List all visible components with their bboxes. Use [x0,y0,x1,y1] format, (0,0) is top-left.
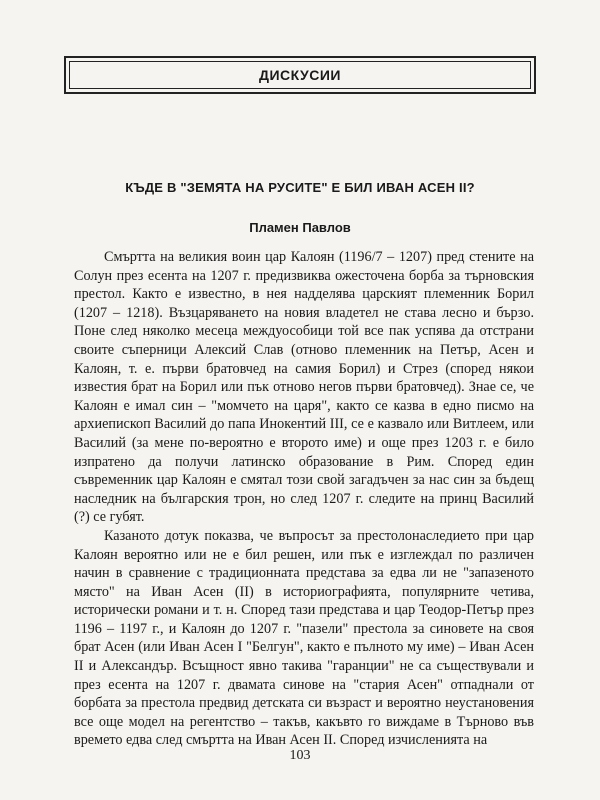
paragraph: Смъртта на великия воин цар Калоян (1196/7 – 1207) пред стените на Солун през есента на 1207 г. предизвиква ожесточена борба за търновския престол. Както е известно, в нея надделява царският племенник Борил (1207 – 1218). Възцаряването на новия владетел не става лесно и бързо. Поне след няколко месеца междуособици той все пак успява да отстрани своите съперници Алексий Слав (отново племенник на Петър, Асен и Калоян, т. е. първи братовчед на самия Борил) и Стрез (според някои известия брат на Борил или пък отново негов първи братовчед). Знае се, че Калоян е имал син – "момчето на царя", както се казва в едно писмо на архиепископ Василий до папа Инокентий III, се е казвало или Витлеем, или Василий (за мене по-вероятно е второто име) и още през 1203 г. е било изпратено да получи латинско образование в Рим. Според един съвременник цар Калоян е смятал този свой загадъчен за нас син за бъдещ наследник на българския трон, но след 1207 г. следите на принц Василий (?) се губят. [74,249,534,526]
section-title: ДИСКУСИИ [259,67,341,83]
article-author: Пламен Павлов [249,220,351,235]
paragraph: Казаното дотук показва, че въпросът за престолонаследието при цар Калоян вероятно или не е бил решен, или пък е изглеждал по различен начин в сравнение с традиционната представа за едва ли не "запазеното място" на Иван Асен (II) в историографията, популярните четива, исторически романи и т. н. Според тази представа и цар Теодор-Петър през 1196 – 1197 г., и Калоян до 1207 г. "пазели" престола за синовете на своя брат Асен (или Иван Асен I "Белгун", както е пълното му име) – Иван Асен II и Александър. Всъщност явно такива "гаранции" не са съществували и през есента на 1207 г. двамата синове на "стария Асен" отпаднали от борбата за престола предвид детската си възраст и вероятно неустановения все още модел на регентство – такъв, какъвто го виждаме в Търново във времето едва след смъртта на Иван Асен II. Според изчисленията на [74,527,534,749]
page-number: 103 [289,748,311,763]
section-header-box [64,56,536,94]
article-title: КЪДЕ В "ЗЕМЯТА НА РУСИТЕ" Е БИЛ ИВАН АСЕН II? [125,180,475,195]
article-body [74,248,534,750]
